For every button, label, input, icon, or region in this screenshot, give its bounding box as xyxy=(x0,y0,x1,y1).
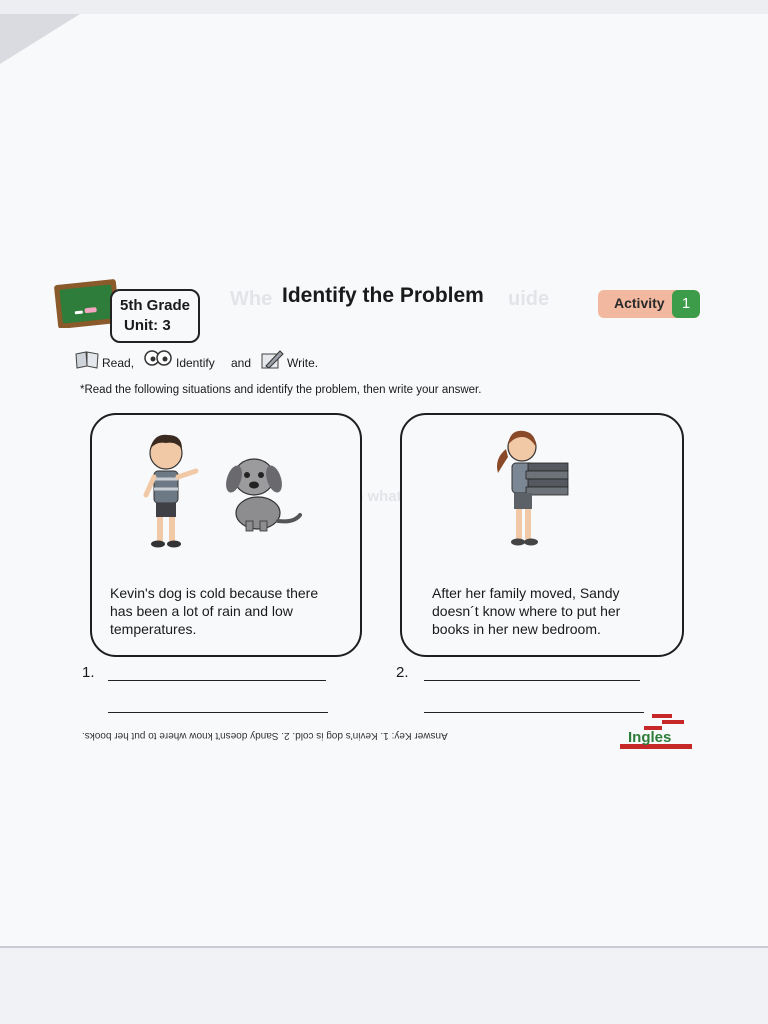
situation-text-2 xyxy=(432,584,620,638)
answer-number-2: 2. xyxy=(396,664,409,681)
situation-line: temperatures. xyxy=(110,621,197,637)
page-title: Identify the Problem xyxy=(282,284,484,307)
unit-label: Unit: 3 xyxy=(124,317,171,334)
bleed-through-text: Whe xyxy=(230,288,273,310)
boy-illustration xyxy=(136,427,200,551)
situation-line: Kevin's dog is cold because there xyxy=(110,585,319,601)
activity-badge xyxy=(598,290,700,318)
situation-line: After her family moved, Sandy xyxy=(432,585,620,601)
grade-unit-box xyxy=(110,289,200,343)
write-label: Write. xyxy=(287,356,319,370)
answer-line-1a[interactable] xyxy=(108,680,326,681)
answer-line-2b[interactable] xyxy=(424,712,644,713)
situation-text-1 xyxy=(110,584,318,638)
read-label: Read, xyxy=(102,356,135,370)
activity-label: Activity xyxy=(614,295,665,311)
book-icon xyxy=(74,348,100,370)
activity-number: 1 xyxy=(672,290,700,318)
bleed-through-text: uide xyxy=(508,288,550,310)
situation-line: has been a lot of rain and low xyxy=(110,603,293,619)
situation-card-1 xyxy=(90,413,362,657)
ingles-logo xyxy=(618,712,694,752)
scan-margin xyxy=(0,948,768,1024)
girl-with-books-illustration xyxy=(490,423,582,551)
eyes-icon xyxy=(144,348,172,368)
answer-line-1b[interactable] xyxy=(108,712,328,713)
situation-line: books in her new bedroom. xyxy=(432,621,601,637)
folded-corner xyxy=(0,14,80,64)
pencil-paper-icon xyxy=(260,348,284,370)
dog-illustration xyxy=(220,451,304,535)
and-label: and xyxy=(231,356,252,370)
directions-text: *Read the following situations and identify the problem, then write your answer. xyxy=(80,384,482,396)
situation-line: doesn´t know where to put her xyxy=(432,603,621,619)
situation-card-2 xyxy=(400,413,684,657)
grade-label: 5th Grade xyxy=(120,297,191,314)
answer-number-1: 1. xyxy=(82,664,95,681)
answer-line-2a[interactable] xyxy=(424,680,640,681)
logo-text: Ingles xyxy=(628,729,672,746)
answer-key: Answer Key: 1. Kevin's dog is cold. 2. Sandy doesn't know where to put her books. xyxy=(82,730,448,741)
bleed-through-text: what xyxy=(367,488,402,505)
identify-label: Identify xyxy=(176,356,215,370)
